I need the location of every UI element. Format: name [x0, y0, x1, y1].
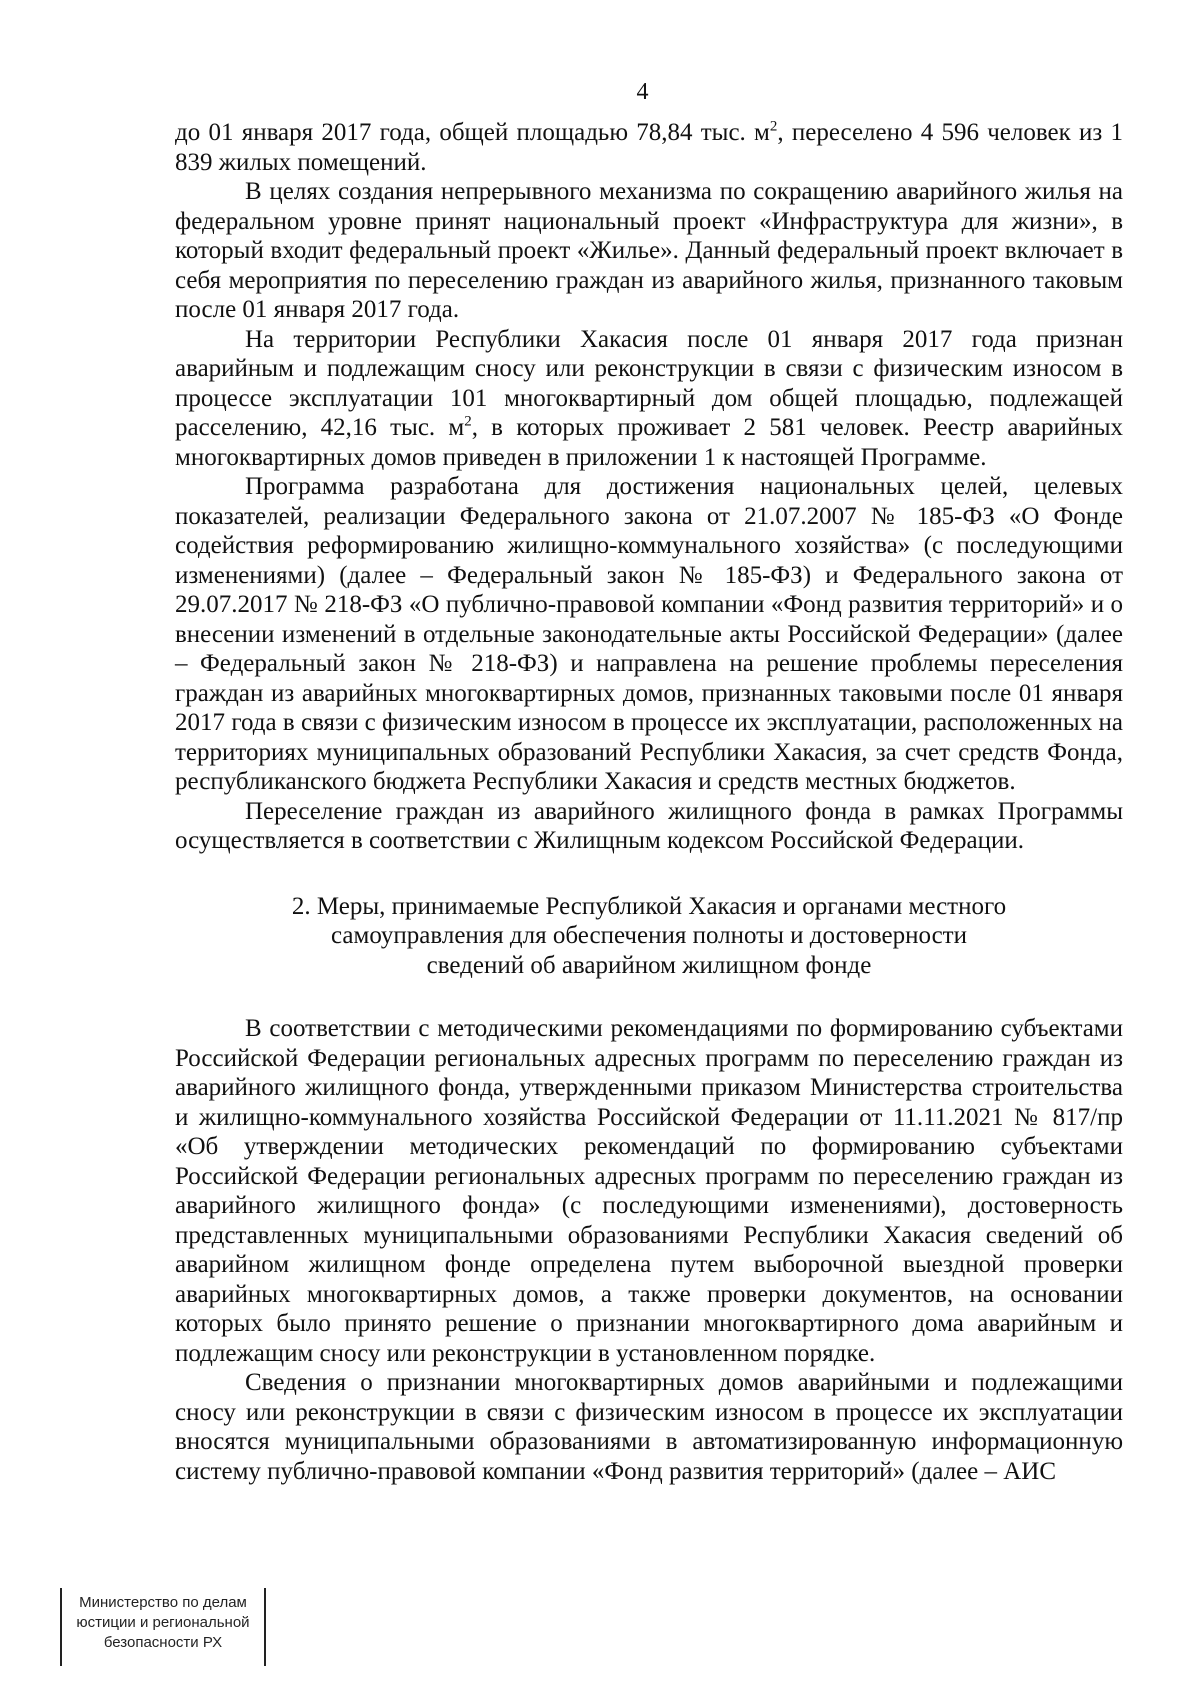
heading-line: самоуправления для обеспечения полноты и достоверности	[331, 922, 967, 949]
paragraph-resettlement-basis: Переселение граждан из аварийного жилищного фонда в рамках Программы осуществляется в соответствии с Жилищным кодексом Российской Федерации.	[175, 797, 1123, 854]
page-number: 4	[636, 79, 649, 105]
stamp-line: юстиции и региональной	[76, 1614, 250, 1631]
document-body	[175, 118, 1123, 1486]
superscript: 2	[464, 413, 472, 430]
paragraph-methodology: В соответствии с методическими рекомендациями по формированию субъектами Российской Федерации региональных адресных программ по переселению граждан из аварийного жилищного фонда, утвержденными приказом Министерства строительства и жилищно-коммунального хозяйства Российской Федерации от 11.11.2021 № 817/пр «Об утверждении методических рекомендаций по формированию субъектами Российской Федерации региональных адресных программ по переселению граждан из аварийного жилищного фонда» (с последующими изменениями), достоверность представленных муниципальными образованиями Республики Хакасия сведений об аварийном жилищном фонде определена путем выборочной выездной проверки аварийных многоквартирных домов, а также проверки документов, на основании которых было принято решение о признании многоквартирного дома аварийным и подлежащим сносу или реконструкции в установленном порядке.	[175, 1015, 1123, 1367]
stamp-line: безопасности РХ	[103, 1634, 223, 1651]
paragraph-text: , в которых проживает 2 581 человек. Реестр аварийных многоквартирных домов приведен в приложении 1 к настоящей Программе.	[175, 414, 1123, 471]
ministry-stamp	[60, 1588, 266, 1666]
paragraph-text: , переселено 4 596 человек из 1 839 жилых помещений.	[175, 119, 1123, 176]
paragraph-federal-project: В целях создания непрерывного механизма по сокращению аварийного жилья на федеральном уровне принят национальный проект «Инфраструктура для жизни», в который входит федеральный проект «Жилье». Данный федеральный проект включает в себя мероприятия по переселению граждан из аварийного жилья, признанного таковым после 01 января 2017 года.	[175, 178, 1123, 323]
superscript: 2	[769, 118, 778, 135]
paragraph-continuation	[175, 118, 1123, 177]
section-heading	[175, 892, 1123, 981]
stamp-line: Министерство по делам	[79, 1594, 247, 1611]
paragraph-text: На территории Республики Хакасия после 01 января 2017 года признан аварийным и подлежащим сносу или реконструкции в связи с физическим износом в процессе эксплуатации 101 многоквартирный дом общей площадью, подлежащей расселению, 42,16 тыс. м	[175, 325, 1123, 441]
paragraph-program-purpose: Программа разработана для достижения национальных целей, целевых показателей, реализации Федерального закона от 21.07.2007 № 185-ФЗ «О Фонде содействия реформированию жилищно-коммунального хозяйства» (с последующими изменениями) (далее – Федеральный закон № 185-ФЗ) и Федерального закона от 29.07.2017 № 218-ФЗ «О публично-правовой компании «Фонд развития территорий» и о внесении изменений в отдельные законодательные акты Российской Федерации» (далее – Федеральный закон № 218-ФЗ) и направлена на решение проблемы переселения граждан из аварийных многоквартирных домов, признанных таковыми после 01 января 2017 года в связи с физическим износом в процессе их эксплуатации, расположенных на территориях муниципальных образований Республики Хакасия, за счет средств Фонда, республиканского бюджета Республики Хакасия и средств местных бюджетов.	[175, 473, 1123, 795]
heading-line: сведений об аварийном жилищном фонде	[426, 951, 872, 979]
paragraph-text: до 01 января 2017 года, общей площадью 78,84 тыс. м	[175, 119, 770, 146]
paragraph-ais-data: Сведения о признании многоквартирных домов аварийными и подлежащими сносу или реконструкции в связи с физическим износом в процессе их эксплуатации вносятся муниципальными образованиями в автоматизированную информационную систему публично-правовой компании «Фонд развития территорий» (далее – АИС	[175, 1369, 1123, 1485]
paragraph-khakassia-statistics	[175, 325, 1123, 473]
heading-line: 2. Меры, принимаемые Республикой Хакасия и органами местного	[291, 892, 1007, 920]
